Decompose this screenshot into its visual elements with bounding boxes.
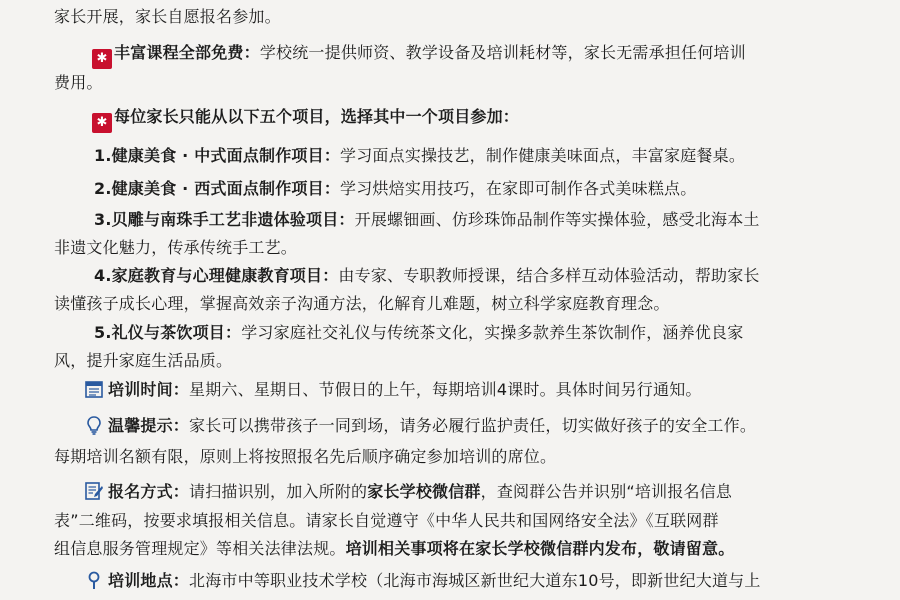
free-course-text: 学校统一提供师资、教学设备及培训耗材等，家长无需承担任何培训 [259, 43, 746, 62]
location-text: 北海市中等职业技术学校（北海市海城区新世纪大道东10号，即新世纪大道与上 [189, 571, 761, 590]
project-4-desc: 由专家、专职教师授课，结合多样互动体验活动，帮助家长 [338, 266, 760, 285]
training-time-text: 星期六、星期日、节假日的上午，每期培训4课时。具体时间另行通知。 [189, 380, 702, 399]
training-time-heading: 培训时间： [108, 380, 190, 399]
project-3-desc: 开展螺钿画、仿珍珠饰品制作等实操体验，感受北海本土 [354, 210, 760, 229]
lightbulb-icon [84, 415, 104, 435]
project-5-cont [54, 350, 878, 372]
choose-one-heading: 每位家长只能从以下五个项目，选择其中一个项目参加： [114, 107, 520, 126]
project-4-cont [54, 293, 878, 315]
registration-text: ，查阅群公告并识别“培训报名信息 [480, 482, 733, 501]
project-4 [94, 265, 878, 287]
tip-line [84, 415, 878, 437]
text-segment: 读懂孩子成长心理，掌握高效亲子沟通方法，化解育儿难题，树立科学家庭教育理念。 [54, 294, 670, 313]
tip-heading: 温馨提示： [108, 416, 190, 435]
text-segment: 家长开展，家长自愿报名参加。 [54, 7, 281, 26]
project-1-desc: 学习面点实操技艺，制作健康美味面点，丰富家庭餐桌。 [340, 146, 746, 165]
project-3-title: 3.贝雕与南珠手工艺非遗体验项目： [94, 210, 355, 229]
project-4-title: 4.家庭教育与心理健康教育项目： [94, 266, 339, 285]
project-3 [94, 209, 878, 231]
project-5-desc: 学习家庭社交礼仪与传统茶文化，实操多款养生茶饮制作，涵养优良家 [241, 323, 744, 342]
project-1-title: 1.健康美食 · 中式面点制作项目： [94, 146, 341, 165]
training-time-line [84, 379, 878, 401]
project-5 [94, 322, 878, 344]
project-2-desc: 学习烘焙实用技巧，在家即可制作各式美味糕点。 [340, 179, 697, 198]
notice-emphasis: 培训相关事项将在家长学校微信群内发布，敬请留意。 [345, 539, 735, 558]
edit-form-icon [84, 481, 104, 501]
free-course-line [92, 42, 878, 69]
choose-one-line [92, 106, 878, 133]
project-2-title: 2.健康美食 · 西式面点制作项目： [94, 179, 341, 198]
project-3-cont [54, 237, 878, 259]
text-segment: 表”二维码，按要求填报相关信息。请家长自觉遵守《中华人民共和国网络安全法》《互联网群 [54, 511, 719, 530]
tip-text: 家长可以携带孩子一同到场，请务必履行监护责任，切实做好孩子的安全工作。 [189, 416, 757, 435]
project-5-title: 5.礼仪与茶饮项目： [94, 323, 242, 342]
award-badge-icon: ✱ [92, 113, 112, 133]
free-course-cont [54, 72, 878, 94]
text-segment: 非遗文化魅力，传承传统手工艺。 [54, 238, 298, 257]
intro-line [54, 6, 878, 28]
text-segment: 组信息服务管理规定》等相关法律法规。 [54, 539, 346, 558]
text-segment: 每期培训名额有限，原则上将按照报名先后顺序确定参加培训的席位。 [54, 447, 557, 466]
location-pin-icon [84, 570, 104, 590]
award-badge-icon: ✱ [92, 49, 112, 69]
project-2 [94, 178, 878, 200]
location-line [84, 570, 878, 592]
wechat-group-name: 家长学校微信群 [367, 482, 481, 501]
registration-cont-1 [54, 510, 878, 532]
location-heading: 培训地点： [108, 571, 190, 590]
tip-cont [54, 446, 878, 468]
calendar-icon [84, 379, 104, 399]
registration-line [84, 481, 878, 503]
project-1 [94, 145, 878, 167]
registration-text: 请扫描识别，加入所附的 [189, 482, 368, 501]
text-segment: 费用。 [54, 73, 103, 92]
registration-heading: 报名方式： [108, 482, 190, 501]
registration-cont-2 [54, 538, 878, 560]
free-course-heading: 丰富课程全部免费： [114, 43, 260, 62]
text-segment: 风，提升家庭生活品质。 [54, 351, 233, 370]
